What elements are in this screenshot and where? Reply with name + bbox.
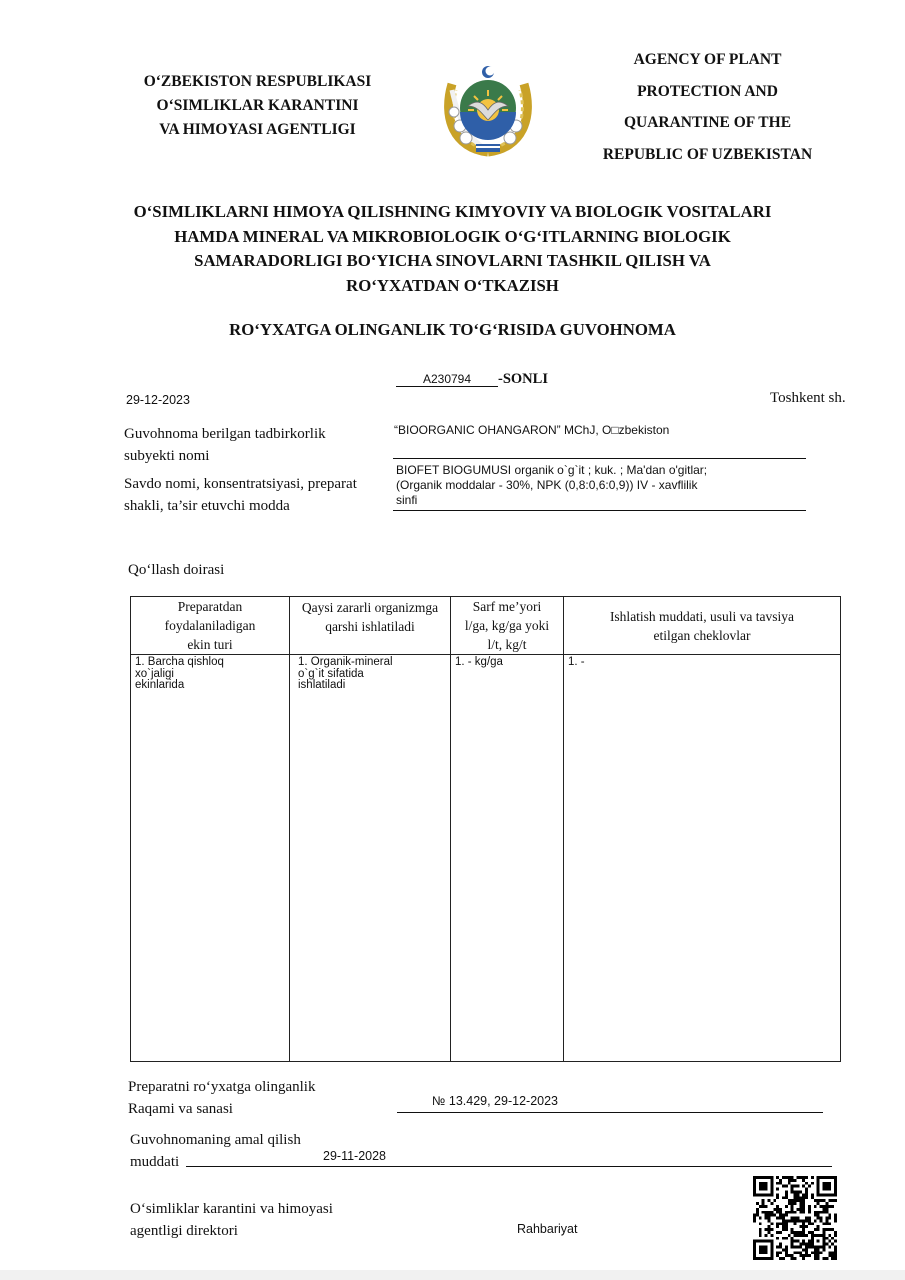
- registration-value: № 13.429, 29-12-2023: [432, 1094, 559, 1108]
- table-header-crop: [131, 597, 290, 655]
- cell-line: xo`jaligi: [135, 667, 174, 680]
- director-label: [130, 1198, 333, 1242]
- cell-line: ekinlarida: [135, 679, 185, 691]
- certificate-number: A230794: [422, 372, 472, 386]
- certificate-date: 29-12-2023: [126, 393, 190, 407]
- agency-name-uz-line: VA HIMOYASI AGENTLIGI: [159, 121, 356, 138]
- cell-line: o`g`it sifatida: [298, 667, 364, 680]
- product-value-line: (Organik moddalar - 30%, NPK (0,8:0,6:0,9)) IV - xavflilik: [396, 478, 698, 492]
- document-title: [60, 200, 845, 298]
- validity-underline: [186, 1166, 832, 1167]
- product-value-line: BIOFET BIOGUMUSI organik o`g`it ; kuk. ; Ma'dan o'gitlar;: [396, 463, 708, 477]
- director-label-line: agentligi direktori: [130, 1223, 238, 1239]
- header-line: Preparatdan: [177, 599, 243, 614]
- cell-line: 1. - kg/ga: [455, 656, 503, 668]
- table-header-target: [290, 597, 451, 655]
- cell-line: 1. -: [568, 656, 585, 668]
- agency-name-uz-line: O‘SIMLIKLAR KARANTINI: [156, 97, 359, 114]
- table-header-row: [131, 597, 841, 655]
- cell-usage: [564, 655, 841, 1062]
- header-line: l/t, kg/t: [487, 637, 527, 652]
- agency-name-uz-line: O‘ZBEKISTON RESPUBLIKASI: [143, 73, 372, 90]
- agency-name-en-line: REPUBLIC OF UZBEKISTAN: [602, 145, 813, 163]
- entity-label-line: subyekti nomi: [124, 448, 210, 464]
- agency-name-uz: [100, 70, 415, 142]
- validity-label-line: Guvohnomaning amal qilish: [130, 1132, 301, 1148]
- product-value-line: sinfi: [396, 493, 418, 507]
- agency-name-en-line: AGENCY OF PLANT: [633, 51, 782, 68]
- header-line: qarshi ishlatiladi: [325, 619, 415, 634]
- certificate-city: Toshkent sh.: [770, 390, 846, 406]
- agency-name-en-line: PROTECTION AND: [637, 82, 778, 100]
- header-line: Ishlatish muddati, usuli va tavsiya: [609, 608, 795, 624]
- cell-crop: [131, 655, 290, 1062]
- product-label-line: shakli, ta’sir etuvchi modda: [124, 498, 290, 514]
- title-line: HAMDA MINERAL VA MIKROBIOLOGIK O‘G‘ITLARNING BIOLOGIK: [174, 226, 731, 246]
- header-line: Sarf me’yori: [472, 599, 542, 614]
- entity-underline: [393, 458, 806, 459]
- agency-name-en-line: QUARANTINE OF THE: [623, 114, 792, 131]
- certificate-number-underline: [396, 386, 498, 387]
- entity-label-line: Guvohnoma berilgan tadbirkorlik: [124, 426, 326, 442]
- state-emblem-icon: [440, 60, 536, 158]
- entity-label: [124, 423, 326, 467]
- cell-line: ishlatiladi: [298, 679, 346, 691]
- cell-line: 1. Organik-mineral: [298, 656, 393, 668]
- table-header-usage: [564, 597, 841, 655]
- header-line: ekin turi: [187, 637, 233, 652]
- title-line: O‘SIMLIKLARNI HIMOYA QILISHNING KIMYOVIY VA BIOLOGIK VOSITALARI: [133, 202, 772, 221]
- header-line: l/ga, kg/ga yoki: [464, 618, 550, 633]
- table-header-rate: [451, 597, 564, 655]
- title-line: SAMARADORLIGI BO‘YICHA SINOVLARNI TASHKIL QILISH VA: [194, 251, 711, 270]
- cell-target: [290, 655, 451, 1062]
- product-label: [124, 473, 357, 517]
- document-subtitle: RO‘YXATGA OLINGANLIK TO‘G‘RISIDA GUVOHNOMA: [229, 320, 676, 339]
- agency-name-en: [575, 44, 840, 170]
- registration-label: [128, 1076, 315, 1120]
- registration-underline: [397, 1112, 823, 1113]
- director-value: Rahbariyat: [517, 1222, 578, 1236]
- title-line: RO‘YXATDAN O‘TKAZISH: [346, 275, 559, 295]
- validity-value: 29-11-2028: [323, 1149, 387, 1163]
- cell-rate: [451, 655, 564, 1062]
- registration-label-line: Raqami va sanasi: [128, 1101, 233, 1117]
- product-label-line: Savdo nomi, konsentratsiyasi, preparat: [124, 476, 357, 492]
- header-line: foydalaniladigan: [164, 618, 256, 633]
- director-label-line: O‘simliklar karantini va himoyasi: [130, 1201, 333, 1217]
- scope-label: Qo‘llash doirasi: [128, 562, 225, 578]
- entity-value: “BIOORGANIC OHANGARON” MChJ, O□zbekiston: [394, 423, 670, 437]
- validity-label-line: muddati: [130, 1154, 180, 1170]
- certificate-number-suffix: -SONLI: [498, 371, 548, 387]
- qr-code-icon: [752, 1176, 838, 1260]
- header-line: etilgan cheklovlar: [653, 627, 751, 643]
- cell-line: 1. Barcha qishloq: [135, 656, 224, 668]
- product-value: [396, 463, 806, 508]
- product-underline: [393, 510, 806, 511]
- header-line: Qaysi zararli organizmga: [301, 600, 439, 615]
- application-table: [130, 596, 841, 1062]
- registration-label-line: Preparatni ro‘yxatga olinganlik: [128, 1079, 316, 1095]
- table-row: [131, 655, 841, 1062]
